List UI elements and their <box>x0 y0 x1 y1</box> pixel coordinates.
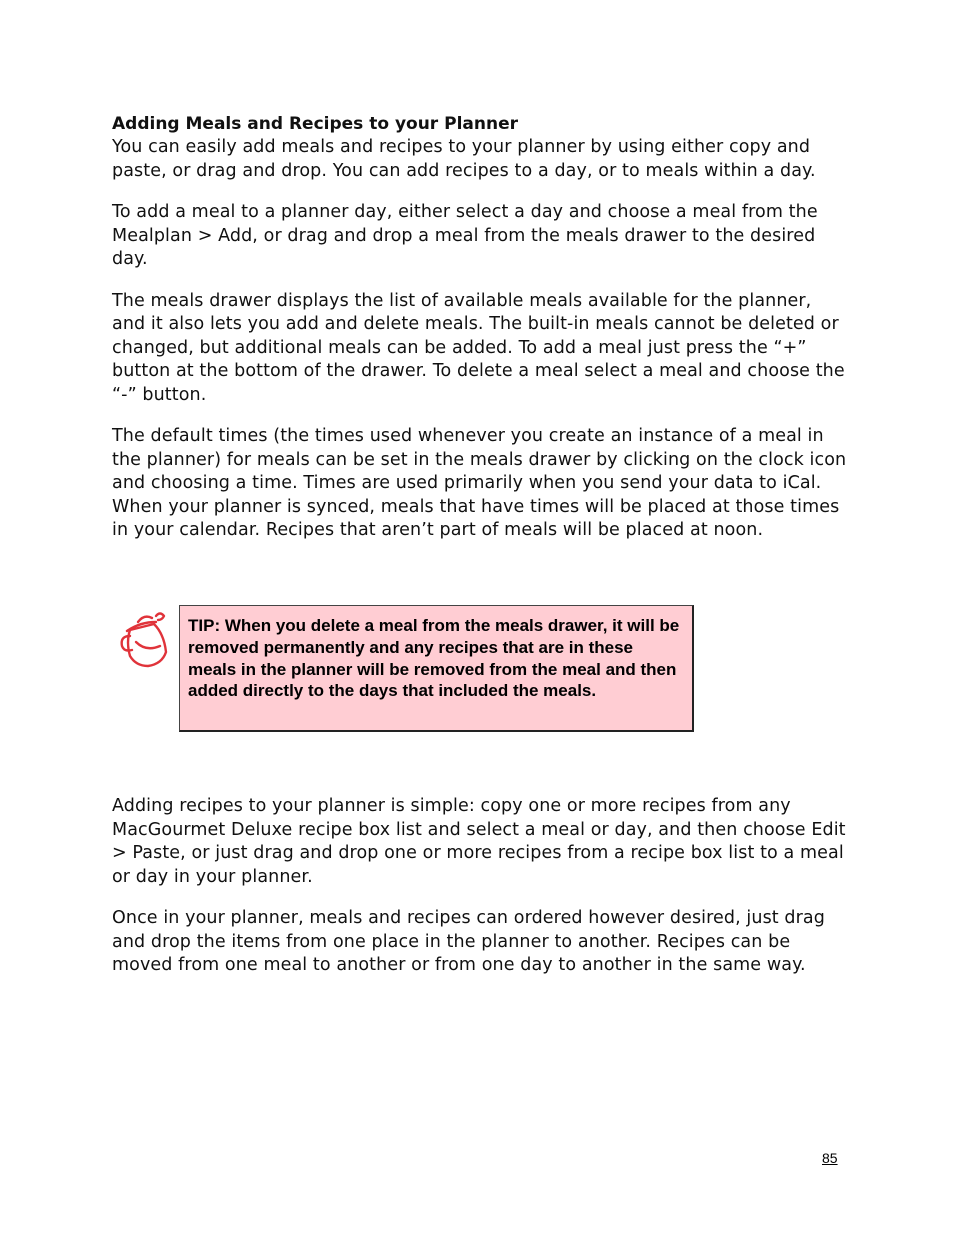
main-section <box>112 112 847 561</box>
paragraph-ordering: Once in your planner, meals and recipes can ordered however desired, just drag and drop the items from one place in the planner to another. Recipes can be moved from one meal to another or from one day to another in the same way. <box>112 908 825 975</box>
secondary-section <box>112 795 852 996</box>
paragraph-meals-drawer: The meals drawer displays the list of available meals available for the planner, and it also lets you add and delete meals. The built-in meals cannot be deleted or changed, but additional meals can be added. To add a meal just press the “+” button at the bottom of the drawer. To delete a meal select a meal and choose the “-” button. <box>112 290 845 405</box>
paragraph-intro: You can easily add meals and recipes to your planner by using either copy and paste, or drag and drop. You can add recipes to a day, or to meals within a day. <box>112 137 816 181</box>
tip-text: TIP: When you delete a meal from the meals drawer, it will be removed permanently and any recipes that are in these meals in the planner will be removed from the meal and then added directly to the days that included the meals. <box>179 605 694 732</box>
cooking-pot-icon <box>116 612 174 670</box>
tip-callout <box>112 604 712 734</box>
paragraph-adding-recipes: Adding recipes to your planner is simple: copy one or more recipes from any MacGourmet Deluxe recipe box list and select a meal or day, and then choose Edit > Paste, or just drag and drop one or more recipes from a recipe box list to a meal or day in your planner. <box>112 796 846 887</box>
page-number: 85 <box>822 1150 838 1166</box>
section-heading: Adding Meals and Recipes to your Planner <box>112 114 518 134</box>
paragraph-add-meal: To add a meal to a planner day, either select a day and choose a meal from the Mealplan > Add, or drag and drop a meal from the meals drawer to the desired day. <box>112 202 818 269</box>
paragraph-default-times: The default times (the times used whenever you create an instance of a meal in the planner) for meals can be set in the meals drawer by clicking on the clock icon and choosing a time. Times are used primarily when you send your data to iCal. When your planner is synced, meals that have times will be placed at those times in your calendar. Recipes that aren’t part of meals will be placed at noon. <box>112 426 847 540</box>
